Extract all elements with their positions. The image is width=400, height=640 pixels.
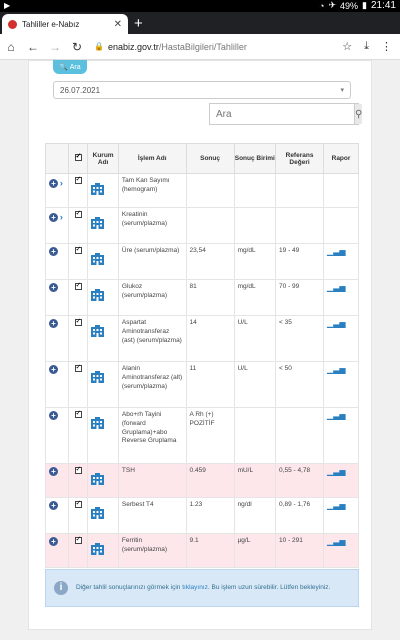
test-name: Ferritin (serum/plazma) bbox=[118, 534, 186, 568]
table-row bbox=[46, 534, 359, 568]
lock-icon: 🔒 bbox=[94, 42, 104, 51]
report-cell bbox=[324, 362, 359, 408]
more-results-link[interactable]: tıklayınız bbox=[182, 584, 208, 592]
report-cell bbox=[324, 208, 359, 244]
table-row bbox=[46, 174, 359, 208]
add-icon[interactable]: + bbox=[49, 179, 58, 188]
row-checkbox-cell bbox=[68, 174, 88, 208]
row-checkbox[interactable] bbox=[75, 319, 82, 326]
test-reference: < 50 bbox=[276, 362, 324, 408]
hospital-icon bbox=[91, 253, 115, 265]
row-checkbox-cell bbox=[68, 464, 88, 498]
test-result bbox=[186, 174, 234, 208]
header-birim: Sonuç Birimi bbox=[234, 144, 275, 174]
test-reference bbox=[276, 408, 324, 464]
status-bar bbox=[0, 0, 400, 12]
search-icon: 🔍 bbox=[59, 64, 68, 71]
row-checkbox[interactable] bbox=[75, 177, 82, 184]
search-input[interactable] bbox=[210, 104, 354, 124]
select-all-checkbox[interactable] bbox=[75, 154, 82, 161]
add-icon[interactable]: + bbox=[49, 319, 58, 328]
favicon-icon bbox=[8, 20, 17, 29]
report-cell bbox=[324, 534, 359, 568]
airplane-icon: ✈ bbox=[328, 0, 336, 10]
test-result: 1.23 bbox=[186, 498, 234, 534]
report-cell bbox=[324, 498, 359, 534]
institution-cell bbox=[88, 464, 119, 498]
row-actions bbox=[46, 498, 69, 534]
add-icon[interactable]: + bbox=[49, 537, 58, 546]
report-chart-icon[interactable]: ▁▃▅ bbox=[327, 411, 346, 420]
row-actions bbox=[46, 174, 69, 208]
chevron-down-icon: ▾ bbox=[340, 87, 344, 94]
new-tab-icon[interactable]: + bbox=[134, 15, 143, 32]
tab-strip bbox=[0, 12, 400, 34]
hospital-icon bbox=[91, 289, 115, 301]
alert-before: Diğer tahlil sonuçlarınızı görmek için bbox=[76, 584, 183, 592]
row-checkbox[interactable] bbox=[75, 467, 82, 474]
test-name: Glukoz (serum/plazma) bbox=[118, 280, 186, 316]
test-result: 9.1 bbox=[186, 534, 234, 568]
alert-after: . Bu işlem uzun sürebilir. Lütfen bekleyiniz. bbox=[207, 584, 331, 592]
test-reference: 0,55 - 4,78 bbox=[276, 464, 324, 498]
play-icon: ▶ bbox=[4, 1, 11, 10]
test-unit: mU/L bbox=[234, 464, 275, 498]
table-header-row bbox=[46, 144, 359, 174]
test-unit bbox=[234, 208, 275, 244]
report-cell bbox=[324, 408, 359, 464]
table-search bbox=[209, 103, 363, 125]
row-actions bbox=[46, 534, 69, 568]
test-reference bbox=[276, 174, 324, 208]
institution-cell bbox=[88, 316, 119, 362]
row-actions bbox=[46, 464, 69, 498]
report-chart-icon[interactable]: ▁▃▅ bbox=[327, 537, 346, 546]
row-checkbox-cell bbox=[68, 362, 88, 408]
close-tab-icon[interactable]: ✕ bbox=[113, 18, 122, 30]
header-islem: İşlem Adı bbox=[118, 144, 186, 174]
header-kurum: Kurum Adı bbox=[88, 144, 119, 174]
report-chart-icon[interactable]: ▁▃▅ bbox=[327, 467, 346, 476]
test-reference bbox=[276, 208, 324, 244]
reload-icon[interactable]: ↻ bbox=[71, 39, 83, 54]
test-name: Aspartat Aminotransferaz (ast) (serum/plazma) bbox=[118, 316, 186, 362]
report-cell bbox=[324, 174, 359, 208]
report-cell bbox=[324, 280, 359, 316]
row-checkbox[interactable] bbox=[75, 501, 82, 508]
date-select[interactable] bbox=[53, 81, 351, 99]
row-checkbox-cell bbox=[68, 408, 88, 464]
test-result: 23,54 bbox=[186, 244, 234, 280]
institution-cell bbox=[88, 362, 119, 408]
institution-cell bbox=[88, 408, 119, 464]
institution-cell bbox=[88, 208, 119, 244]
back-icon[interactable]: ← bbox=[27, 39, 39, 54]
row-checkbox-cell bbox=[68, 534, 88, 568]
download-icon[interactable]: ⤓ bbox=[364, 40, 369, 52]
test-result: 0.459 bbox=[186, 464, 234, 498]
institution-cell bbox=[88, 174, 119, 208]
row-checkbox-cell bbox=[68, 280, 88, 316]
hospital-icon bbox=[91, 217, 115, 229]
row-checkbox-cell bbox=[68, 498, 88, 534]
url-field[interactable] bbox=[94, 42, 247, 52]
test-name: Üre (serum/plazma) bbox=[118, 244, 186, 280]
test-unit: mg/dL bbox=[234, 244, 275, 280]
test-unit: mg/dL bbox=[234, 280, 275, 316]
row-actions bbox=[46, 244, 69, 280]
add-icon[interactable]: + bbox=[49, 411, 58, 420]
test-unit: U/L bbox=[234, 362, 275, 408]
chevron-right-icon[interactable]: › bbox=[59, 212, 63, 222]
row-actions bbox=[46, 362, 69, 408]
page-content bbox=[0, 60, 400, 640]
test-reference: 10 - 291 bbox=[276, 534, 324, 568]
add-icon[interactable]: + bbox=[49, 501, 58, 510]
search-icon[interactable]: ⚲ bbox=[354, 104, 362, 124]
report-chart-icon[interactable]: ▁▃▅ bbox=[327, 283, 346, 292]
header-expand bbox=[46, 144, 69, 174]
table-row bbox=[46, 362, 359, 408]
test-result: A Rh (+) POZİTİF bbox=[186, 408, 234, 464]
test-unit: U/L bbox=[234, 316, 275, 362]
ara-button-label: Ara bbox=[69, 63, 81, 71]
url-path: /HastaBilgileri/Tahliller bbox=[158, 41, 247, 52]
row-checkbox[interactable] bbox=[75, 283, 82, 290]
header-rapor: Rapor bbox=[324, 144, 359, 174]
report-cell bbox=[324, 464, 359, 498]
test-unit bbox=[234, 408, 275, 464]
row-checkbox-cell bbox=[68, 244, 88, 280]
row-checkbox[interactable] bbox=[75, 411, 82, 418]
row-checkbox[interactable] bbox=[75, 537, 82, 544]
row-checkbox-cell bbox=[68, 208, 88, 244]
forward-icon[interactable]: → bbox=[49, 39, 61, 54]
report-chart-icon[interactable]: ▁▃▅ bbox=[327, 501, 346, 510]
battery-level: 49% bbox=[340, 0, 359, 11]
results-table bbox=[45, 143, 359, 568]
hospital-icon bbox=[91, 507, 115, 519]
report-chart-icon[interactable]: ▁▃▅ bbox=[327, 365, 346, 374]
add-icon[interactable]: + bbox=[49, 467, 58, 476]
row-actions bbox=[46, 208, 69, 244]
alert-text bbox=[76, 583, 336, 593]
chevron-right-icon[interactable]: › bbox=[59, 178, 63, 188]
table-row bbox=[46, 208, 359, 244]
row-checkbox-cell bbox=[68, 316, 88, 362]
institution-cell bbox=[88, 244, 119, 280]
results-card bbox=[28, 60, 372, 630]
url-domain: enabiz.gov.tr bbox=[107, 41, 159, 52]
report-cell bbox=[324, 244, 359, 280]
date-value: 26.07.2021 bbox=[60, 85, 101, 95]
test-result: 14 bbox=[186, 316, 234, 362]
test-result bbox=[186, 208, 234, 244]
browser-tab[interactable] bbox=[2, 14, 128, 34]
ara-button[interactable] bbox=[53, 60, 87, 74]
table-row bbox=[46, 464, 359, 498]
tab-title: Tahliller e-Nabız bbox=[22, 19, 80, 29]
report-chart-icon[interactable]: ▁▃▅ bbox=[327, 319, 346, 328]
home-icon[interactable]: ⌂ bbox=[7, 39, 15, 54]
add-icon[interactable]: + bbox=[49, 247, 58, 256]
institution-cell bbox=[88, 280, 119, 316]
test-name: Abo+rh Tayini (forward Gruplama)+abo Reverse Gruplama bbox=[118, 408, 186, 464]
row-checkbox[interactable] bbox=[75, 211, 82, 218]
test-name: Tam Kan Sayımı (hemogram) bbox=[118, 174, 186, 208]
report-cell bbox=[324, 316, 359, 362]
test-reference: < 35 bbox=[276, 316, 324, 362]
status-right bbox=[319, 0, 396, 11]
table-row bbox=[46, 408, 359, 464]
hospital-icon bbox=[91, 183, 115, 195]
address-bar bbox=[0, 34, 400, 60]
test-reference: 19 - 49 bbox=[276, 244, 324, 280]
test-result: 81 bbox=[186, 280, 234, 316]
info-alert bbox=[45, 569, 359, 607]
bookmark-star-icon[interactable]: ☆ bbox=[342, 41, 353, 53]
header-select-all[interactable] bbox=[68, 144, 88, 174]
hospital-icon bbox=[91, 325, 115, 337]
institution-cell bbox=[88, 534, 119, 568]
add-icon[interactable]: + bbox=[49, 283, 58, 292]
row-checkbox[interactable] bbox=[75, 365, 82, 372]
row-checkbox[interactable] bbox=[75, 247, 82, 254]
table-row bbox=[46, 244, 359, 280]
row-actions bbox=[46, 316, 69, 362]
test-reference: 70 - 99 bbox=[276, 280, 324, 316]
hospital-icon bbox=[91, 543, 115, 555]
header-referans: Referans Değeri bbox=[276, 144, 324, 174]
info-icon: i bbox=[54, 581, 68, 595]
test-reference: 0,89 - 1,76 bbox=[276, 498, 324, 534]
hospital-icon bbox=[91, 417, 115, 429]
hospital-icon bbox=[91, 473, 115, 485]
row-actions bbox=[46, 280, 69, 316]
add-icon[interactable]: + bbox=[49, 365, 58, 374]
row-actions bbox=[46, 408, 69, 464]
table-row bbox=[46, 498, 359, 534]
test-name: Alanin Aminotransferaz (alt) (serum/plazma) bbox=[118, 362, 186, 408]
test-result: 11 bbox=[186, 362, 234, 408]
header-sonuc: Sonuç bbox=[186, 144, 234, 174]
battery-icon: ▮ bbox=[362, 0, 367, 10]
test-unit bbox=[234, 174, 275, 208]
clock: 21:41 bbox=[370, 0, 396, 11]
test-unit: ng/dl bbox=[234, 498, 275, 534]
test-name: Serbest T4 bbox=[118, 498, 186, 534]
hospital-icon bbox=[91, 371, 115, 383]
table-row bbox=[46, 316, 359, 362]
report-chart-icon[interactable]: ▁▃▅ bbox=[327, 247, 346, 256]
test-name: Kreatinin (serum/plazma) bbox=[118, 208, 186, 244]
test-name: TSH bbox=[118, 464, 186, 498]
table-row bbox=[46, 280, 359, 316]
wifi-icon: ◔ bbox=[319, 0, 325, 11]
institution-cell bbox=[88, 498, 119, 534]
test-unit: µg/L bbox=[234, 534, 275, 568]
add-icon[interactable]: + bbox=[49, 213, 58, 222]
menu-icon[interactable]: ⋮ bbox=[381, 41, 392, 53]
